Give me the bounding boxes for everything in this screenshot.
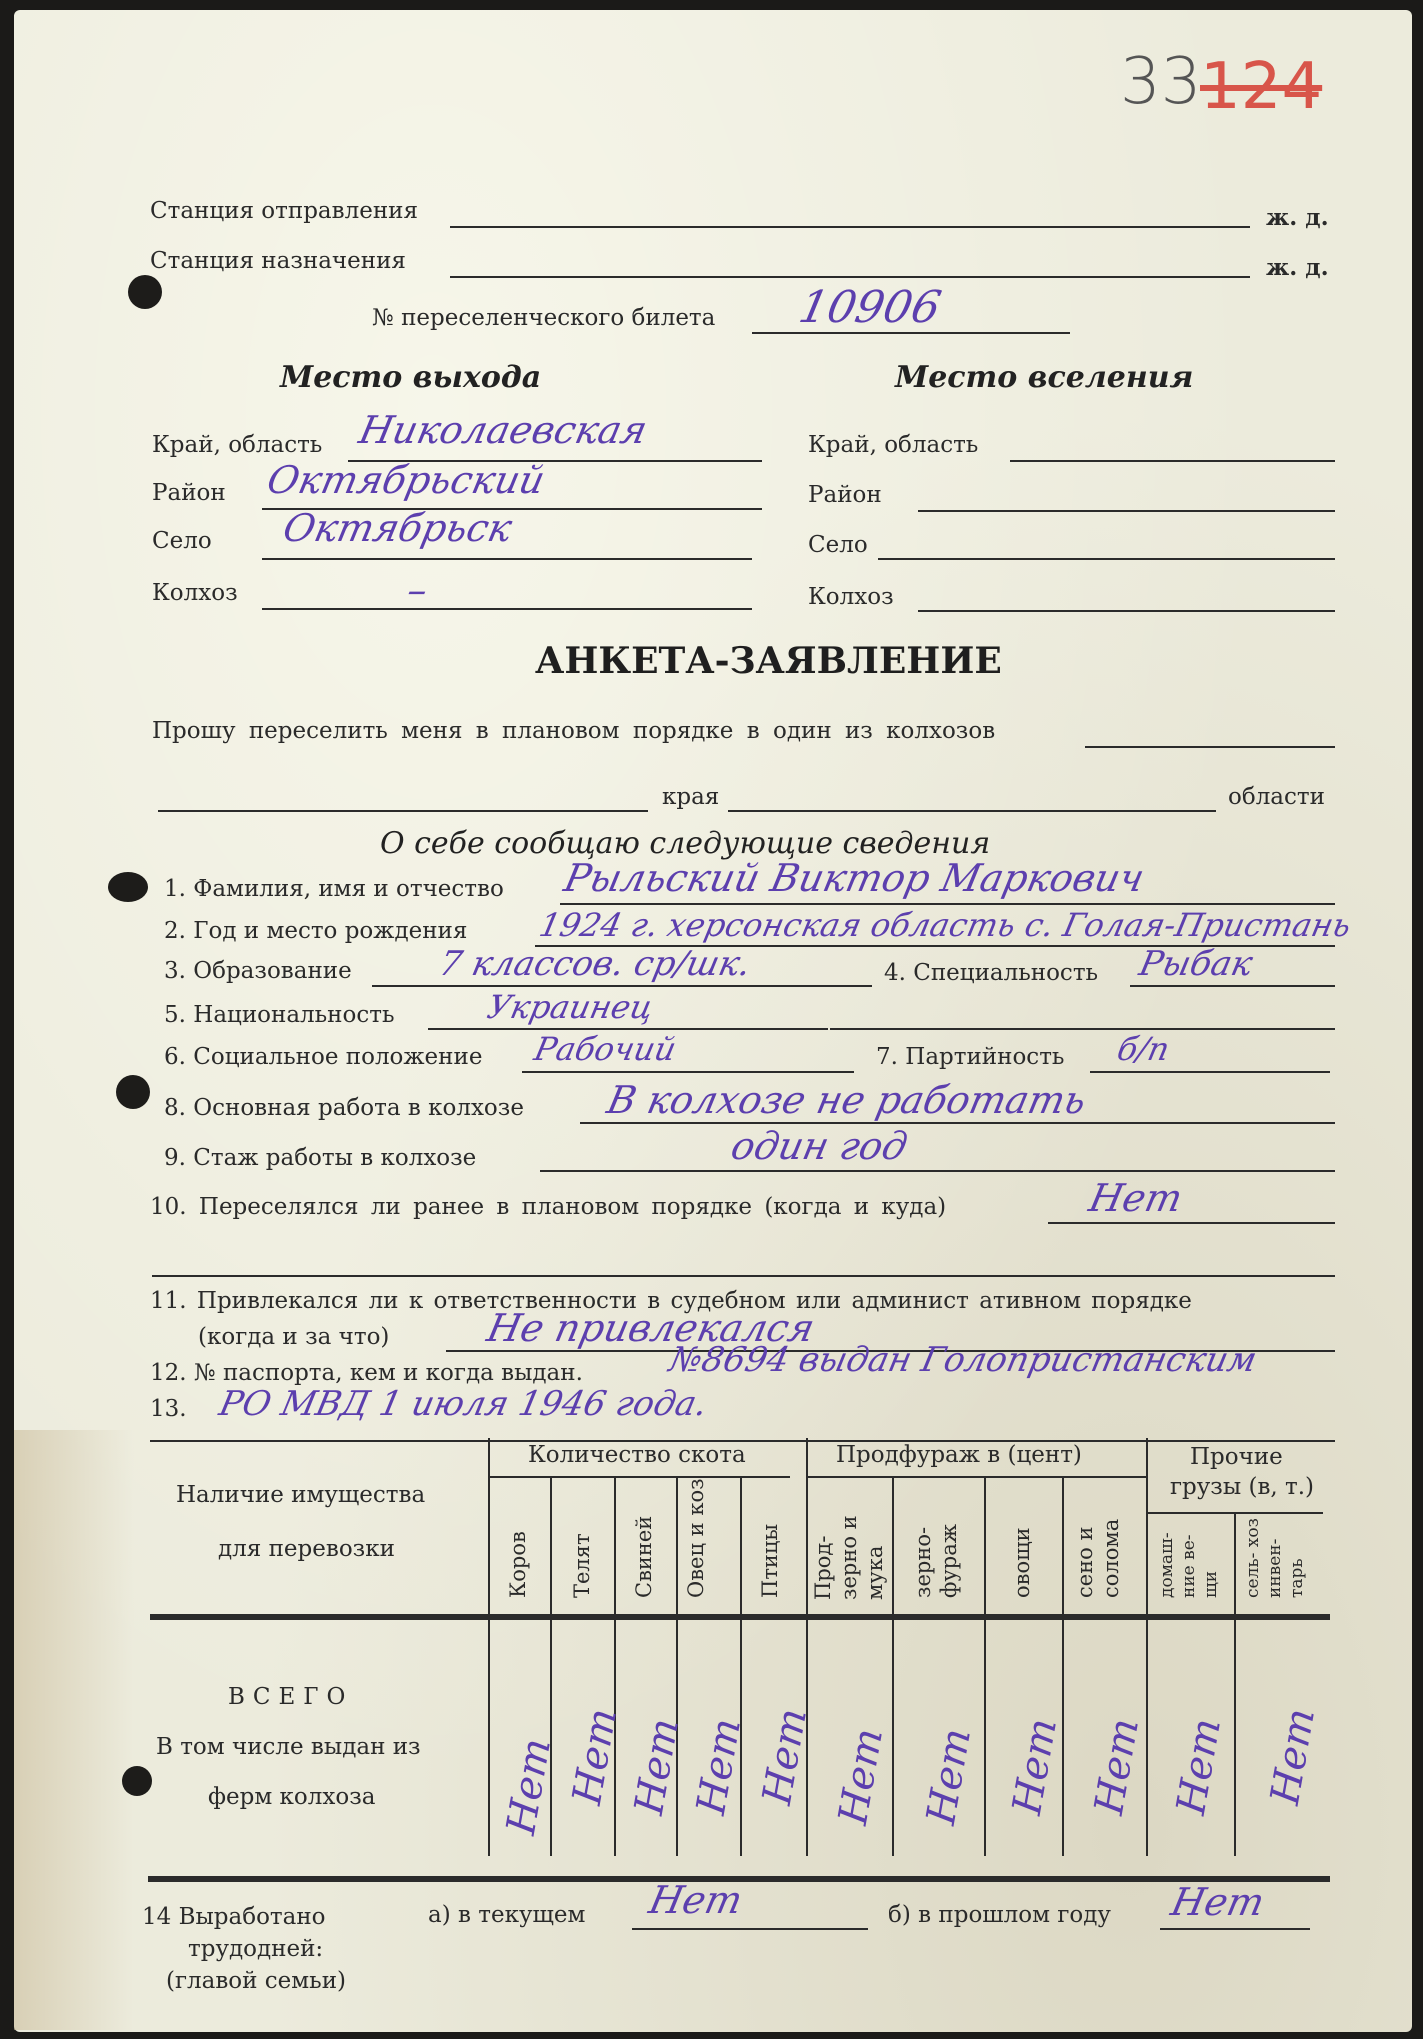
value-farm-tools: Нет (1262, 1704, 1325, 1808)
exit-title: Место выхода (280, 360, 542, 395)
q8-label: 8. Основная работа в колхозе (164, 1095, 524, 1121)
value-vegetables: Нет (1004, 1714, 1067, 1818)
settle-district-label: Район (808, 482, 882, 508)
total-issued-label: В том числе выдан из (156, 1734, 421, 1760)
subtitle: О себе сообщаю следующие сведения (380, 826, 991, 861)
q1-line[interactable] (560, 903, 1335, 905)
value-poultry: Нет (754, 1704, 817, 1808)
q10-line[interactable] (1048, 1222, 1335, 1224)
group-livestock-underline (490, 1476, 790, 1478)
q5-line-2[interactable] (830, 1028, 1335, 1030)
q4-label: 4. Специальность (884, 960, 1099, 986)
departure-station-label: Станция отправления (150, 198, 418, 224)
value-calves: Нет (564, 1704, 627, 1808)
archive-number: 33 (1120, 45, 1202, 119)
punch-hole (116, 1075, 150, 1109)
workdays-label-2: трудодней: (188, 1936, 324, 1962)
q13-value: РО МВД 1 июля 1946 года. (215, 1384, 711, 1424)
table-vline (892, 1478, 894, 1856)
exit-district-value: Октябрьский (263, 458, 549, 502)
oblast-line[interactable] (728, 810, 1216, 812)
q11-label: 11. Привлекался ли к ответственности в судебном или админист ативном порядке (150, 1288, 1192, 1314)
q8-line[interactable] (580, 1122, 1335, 1124)
exit-kolkhoz-value: – (403, 568, 432, 612)
exit-kolkhoz-label: Колхоз (152, 580, 238, 606)
q11-value: Не привлекался (483, 1306, 819, 1350)
punch-hole (128, 275, 162, 309)
table-vline (1234, 1512, 1236, 1856)
settle-region-label: Край, область (808, 432, 979, 458)
oblast-label: области (1228, 784, 1325, 810)
ticket-value: 10906 (794, 282, 946, 333)
q12-value: №8694 выдан Голопристанским (665, 1340, 1261, 1380)
form-title: АНКЕТА-ЗАЯВЛЕНИЕ (535, 640, 1002, 682)
settle-kolkhoz-label: Колхоз (808, 584, 894, 610)
rail-suffix: ж. д. (1266, 204, 1329, 231)
col-header-vegetables: овощи (1010, 1527, 1034, 1598)
q13-label: 13. (150, 1396, 187, 1422)
q8-value: В колхозе не работать (603, 1078, 1091, 1122)
q9-label: 9. Стаж работы в колхозе (164, 1145, 477, 1171)
settle-title: Место вселения (895, 360, 1194, 395)
q6-value: Рабочий (530, 1030, 680, 1068)
workdays-label-3: (главой семьи) (166, 1968, 346, 1994)
group-other-2: грузы (в, т.) (1170, 1474, 1315, 1500)
kray-line[interactable] (158, 810, 648, 812)
exit-village-line[interactable] (262, 558, 752, 560)
col-header-sheep-goats: Овец и коз (684, 1478, 708, 1598)
exit-village-label: Село (152, 528, 212, 554)
q1-label: 1. Фамилия, имя и отчество (164, 876, 504, 902)
col-header-fodder: зерно- фураж (911, 1523, 961, 1598)
table-vline (740, 1478, 742, 1856)
exit-kolkhoz-line[interactable] (262, 608, 752, 610)
archive-number-struck: 124 (1200, 50, 1323, 124)
col-header-poultry: Птицы (758, 1523, 782, 1598)
departure-station-line[interactable] (450, 226, 1250, 228)
table-vline (1062, 1478, 1064, 1856)
value-fodder: Нет (918, 1724, 981, 1828)
value-grain-flour: Нет (830, 1724, 893, 1828)
value-household: Нет (1168, 1714, 1231, 1818)
q7-line[interactable] (1090, 1071, 1330, 1073)
q9-line[interactable] (540, 1170, 1335, 1172)
destination-station-line[interactable] (450, 276, 1250, 278)
table-vline (676, 1478, 678, 1856)
punch-hole (108, 872, 148, 902)
value-sheep-goats: Нет (688, 1714, 751, 1818)
workdays-previous-label: б) в прошлом году (888, 1902, 1111, 1928)
q4-value: Рыбак (1135, 944, 1257, 984)
q5-label: 5. Национальность (164, 1002, 395, 1028)
q4-line[interactable] (1130, 985, 1335, 987)
group-other-1: Прочие (1190, 1444, 1283, 1470)
settle-kolkhoz-line[interactable] (918, 610, 1335, 612)
paper-stain (14, 1430, 134, 2030)
workdays-current-label: а) в текущем (428, 1902, 586, 1928)
exit-village-value: Октябрьск (279, 506, 516, 550)
table-vline (984, 1478, 986, 1856)
col-header-hay-straw: сено и солома (1073, 1518, 1123, 1598)
group-livestock: Количество скота (528, 1442, 746, 1468)
q3-label: 3. Образование (164, 958, 352, 984)
request-text: Прошу переселить меня в плановом порядке в один из колхозов (152, 718, 996, 744)
table-row-header-2: для перевозки (218, 1536, 395, 1562)
col-header-calves: Телят (570, 1533, 594, 1598)
q1-value: Рыльский Виктор Маркович (560, 856, 1149, 900)
settle-village-label: Село (808, 532, 868, 558)
workdays-current-value: Нет (645, 1878, 747, 1922)
workdays-label-1: 14 Выработано (142, 1904, 326, 1930)
group-fodder: Продфураж в (цент) (836, 1442, 1082, 1468)
value-hay-straw: Нет (1086, 1714, 1149, 1818)
workdays-previous-value: Нет (1167, 1880, 1269, 1924)
col-header-pigs: Свиней (632, 1515, 656, 1598)
col-header-grain-flour: Прод- зерно и мука (811, 1515, 887, 1600)
total-farms-label: ферм колхоза (208, 1784, 376, 1810)
ticket-label: № переселенческого билета (372, 305, 716, 331)
q2-label: 2. Год и место рождения (164, 918, 468, 944)
q3-value: 7 классов. ср/шк. (435, 944, 755, 984)
table-row-header-1: Наличие имущества (176, 1482, 426, 1508)
q9-value: один год (727, 1124, 912, 1168)
q7-label: 7. Партийность (876, 1044, 1065, 1070)
destination-station-label: Станция назначения (150, 248, 406, 274)
q6-line[interactable] (522, 1071, 854, 1073)
col-header-cows: Коров (506, 1531, 530, 1598)
exit-region-value: Николаевская (355, 408, 652, 452)
exit-region-label: Край, область (152, 432, 323, 458)
request-line[interactable] (1085, 746, 1335, 748)
col-header-household: домаш- ние ве- щи (1157, 1532, 1221, 1598)
q10-value: Нет (1085, 1176, 1187, 1220)
q7-value: б/п (1113, 1030, 1173, 1068)
settle-region-line[interactable] (1010, 460, 1335, 462)
workdays-previous-line[interactable] (1160, 1928, 1310, 1930)
q3-line[interactable] (372, 985, 872, 987)
q6-label: 6. Социальное положение (164, 1044, 483, 1070)
table-vline (1146, 1438, 1148, 1856)
q10-label: 10. Переселялся ли ранее в плановом порядке (когда и куда) (150, 1194, 947, 1220)
total-label: ВСЕГО (228, 1684, 354, 1710)
rail-suffix: ж. д. (1266, 254, 1329, 281)
kray-label: края (662, 784, 720, 810)
col-header-farm-tools: сель- хоз инвен- тарь (1243, 1518, 1307, 1598)
q2-value: 1924 г. херсонская область с. Голая-Пристань (535, 906, 1355, 944)
q11-label-2: (когда и за что) (198, 1324, 390, 1350)
value-pigs: Нет (626, 1714, 689, 1818)
value-cows: Нет (498, 1734, 561, 1838)
punch-hole (122, 1766, 152, 1796)
q10-line-2[interactable] (152, 1275, 1335, 1277)
workdays-current-line[interactable] (632, 1928, 868, 1930)
settle-village-line[interactable] (878, 558, 1335, 560)
settle-district-line[interactable] (918, 510, 1335, 512)
table-vline (806, 1438, 808, 1856)
exit-district-label: Район (152, 480, 226, 506)
table-vline (550, 1478, 552, 1856)
q12-label: 12. № паспорта, кем и когда выдан. (150, 1360, 583, 1386)
table-vline (488, 1438, 490, 1856)
q5-value: Украинец (483, 988, 657, 1026)
table-vline (614, 1478, 616, 1856)
